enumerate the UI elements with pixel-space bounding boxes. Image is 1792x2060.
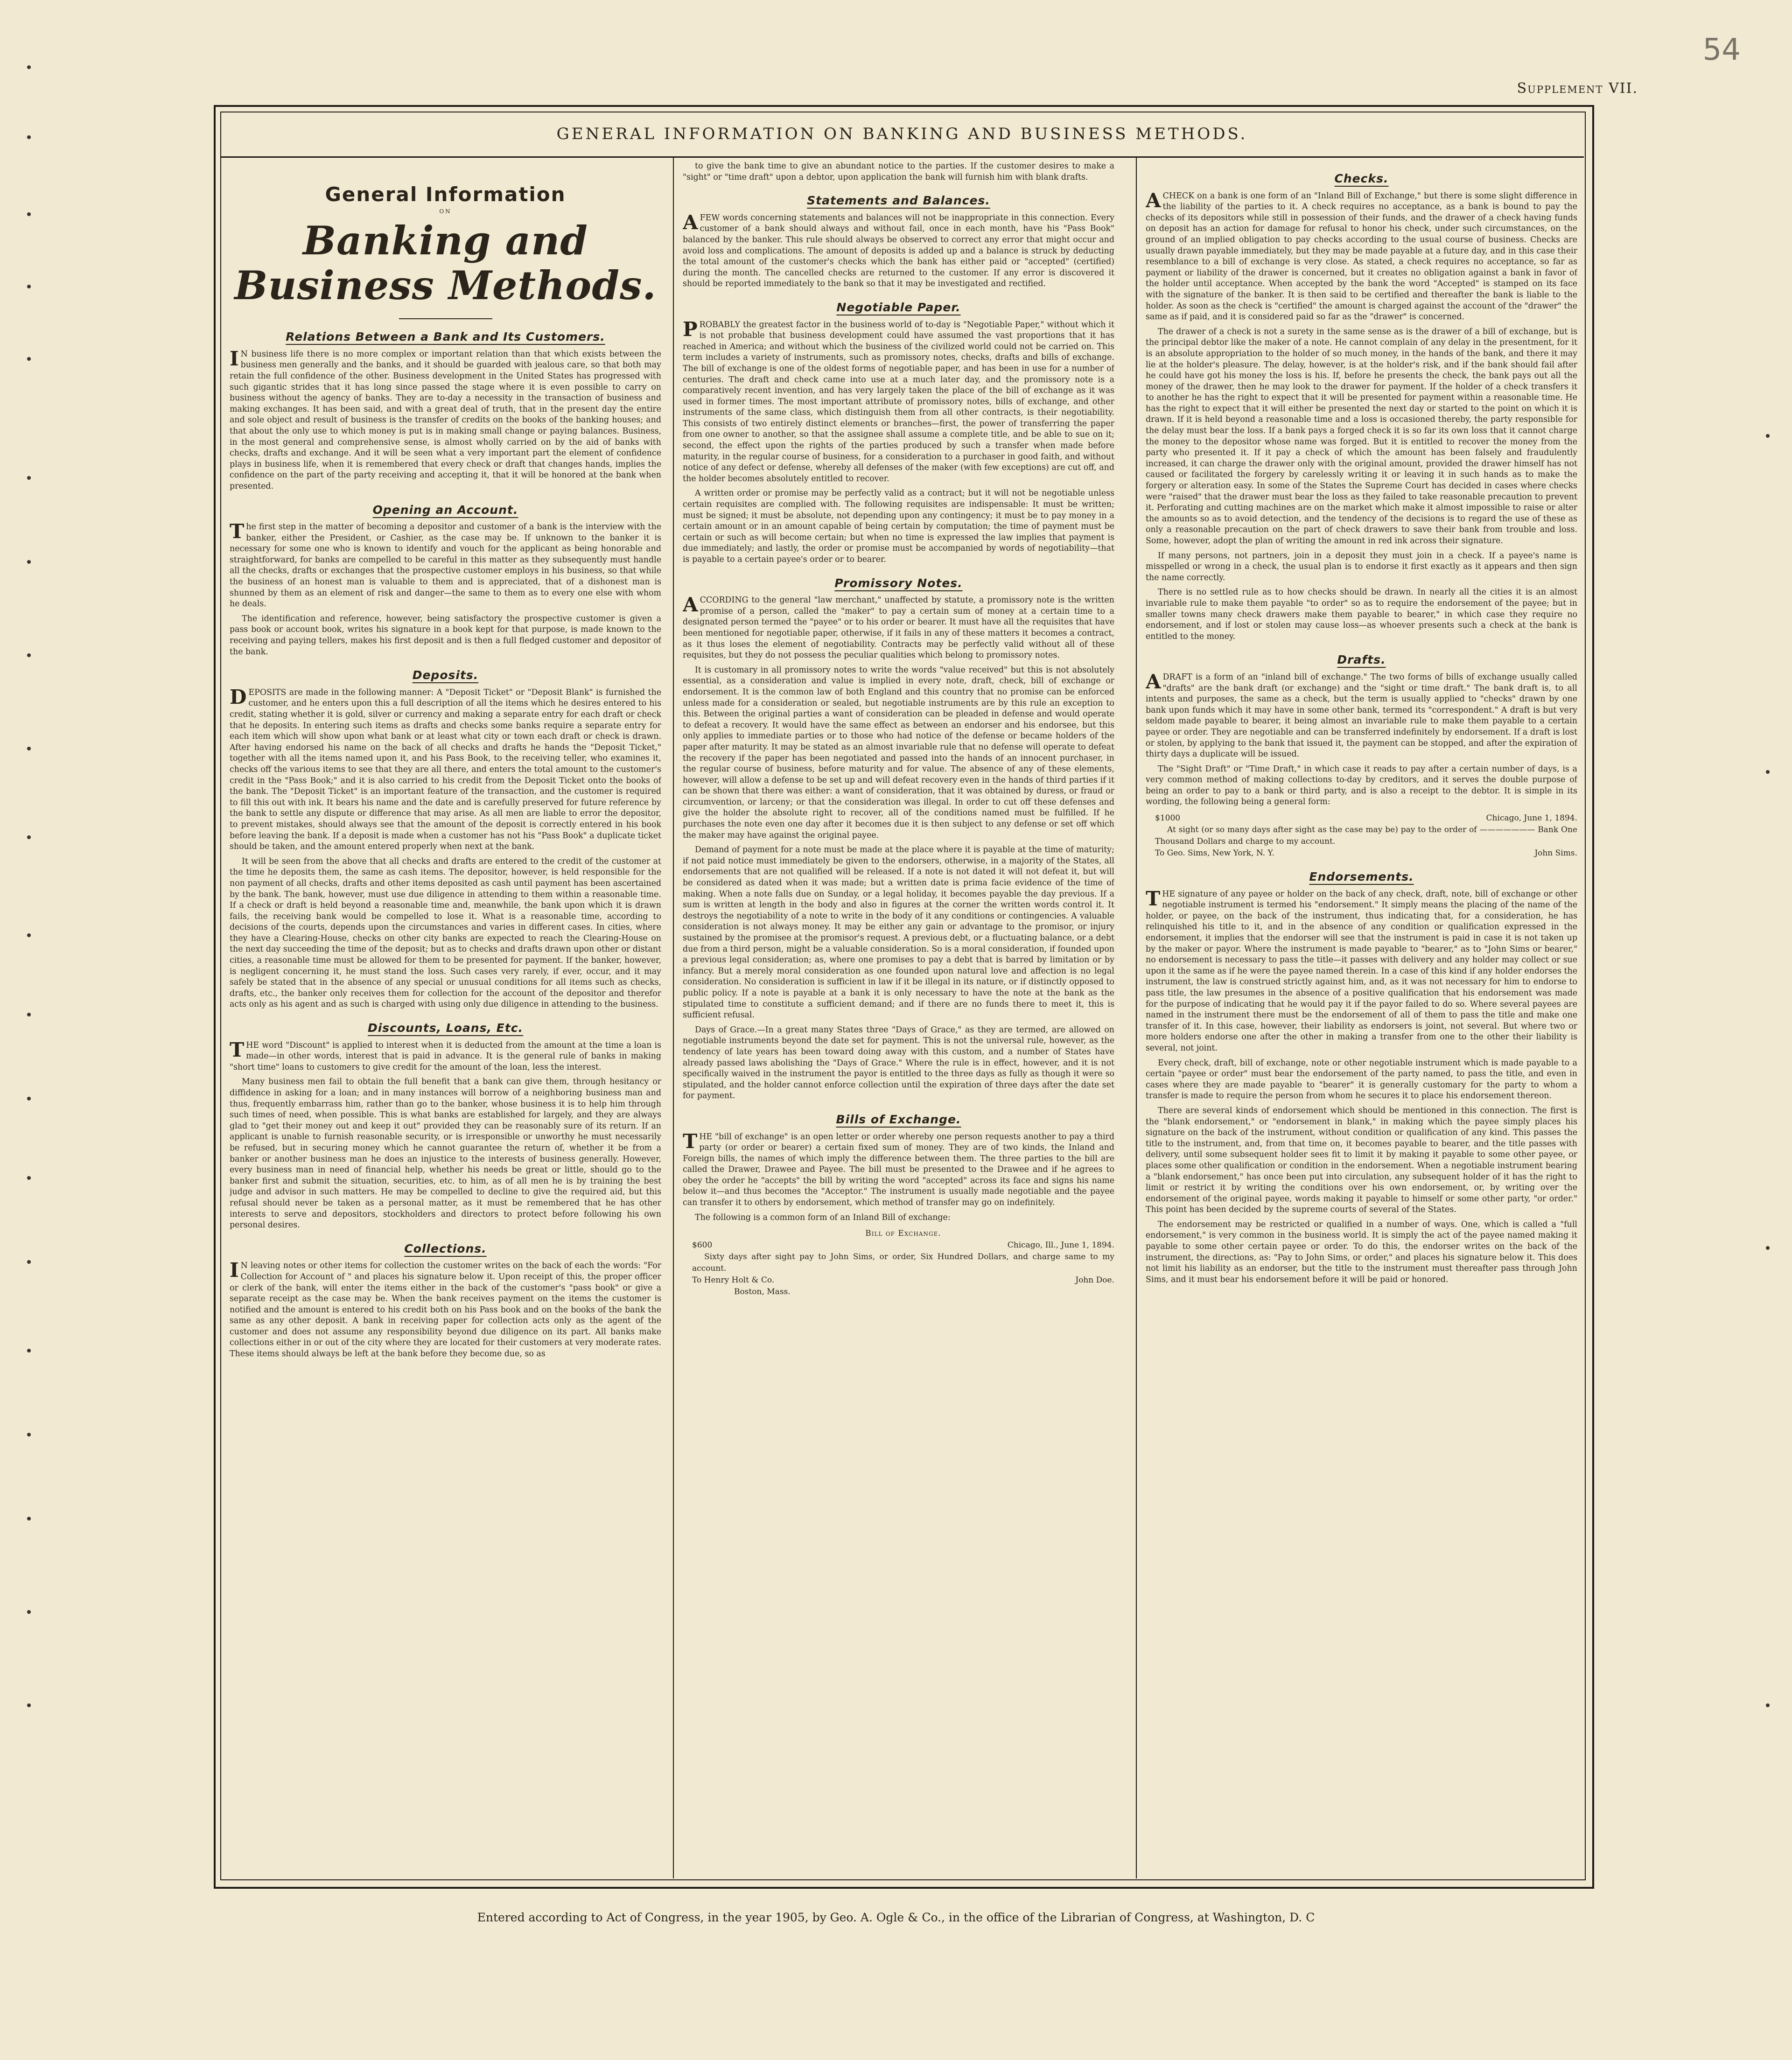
section-heading: Opening an Account. (372, 503, 518, 517)
section-heading: Discounts, Loans, Etc. (367, 1021, 524, 1035)
paragraph: The "Sight Draft" or "Time Draft," in which case it reads to pay after a certain number of days, is a very common method of making collections to-day by creditors, and it serves the double purpose of being an order to pay to a bank or third party, and is also a receipt to the debtor. It is simple in its wording, the following being a general form: (1146, 764, 1577, 807)
draft-to-line: To Geo. Sims, New York, N. Y. (1155, 848, 1274, 858)
paragraph: The identification and reference, however, being satisfactory the prospective customer is given a pass book or account book, writes his signature in a book kept for that purpose, is made known to the receiving and paying tellers, makes his first deposit and is then a full fledged customer and depositor of the bank. (230, 614, 661, 657)
paragraph: IN business life there is no more complex or important relation than that which exists between the business men generally and the banks, and it should be guarded with jealous care, so that both may retain the full confidence of the other. Business development in the United States has progressed with such gigantic strides that it has long since passed the stage where it is even possible to carry on business without the agency of banks. They are to-day a necessity in the transaction of business and making exchanges. It has been said, and with a great deal of truth, that in the present day the entire and sole object and result of business is the transfer of credits on the books of the banking houses; and that about the only use to which money is put is in making small change or paying balances. Business, in the most general and comprehensive sense, is almost wholly carried on by the aid of banks with checks, drafts and exchange. And it will be seen what a very important part the element of confidence plays in business life, when it is remembered that every check or draft that changes hands, implies the confidence on the part of the party receiving and accepting it, that it will be honored at the bank when presented. (230, 347, 661, 491)
paragraph: ADRAFT is a form of an "inland bill of exchange." The two forms of bills of exchange usually called "drafts" are the bank draft (or exchange) and the "sight or time draft." The bank draft is, to all intents and purposes, the same as a check, but the term is usually applied to "checks" drawn by one bank upon funds which it may have in some other bank, termed its "correspondent." A draft is but very seldom made payable to bearer, it being almost an invariable rule to make them payable to a certain payee or order. They are negotiable and can be transferred indefinitely by endorsement. If a draft is lost or stolen, by applying to the bank that issued it, the payment can be stopped, and after the expiration of thirty days a duplicate will be issued. (1146, 670, 1577, 759)
main-title (230, 183, 661, 309)
paragraph: Every check, draft, bill of exchange, note or other negotiable instrument which is made payable to a certain "payee or order" must bear the endorsement of the party named, to pass the title, and even in cases where they are made payable to "bearer" it is generally customary for the party to whom a transfer is made to require the person from whom he secures it to place his endorsement thereon. (1146, 1058, 1577, 1101)
column-1 (230, 161, 661, 1871)
form-place-date: Chicago, Ill., June 1, 1894. (1007, 1240, 1114, 1250)
column-divider (673, 156, 674, 1878)
draft-signer: John Sims. (1534, 848, 1577, 858)
form-signer: John Doe. (1075, 1275, 1114, 1285)
draft-place-date: Chicago, June 1, 1894. (1486, 813, 1577, 823)
paragraph: There are several kinds of endorsement which should be mentioned in this connection. The first is the "blank endorsement," or "endorsement in blank," in making which the payee simply places his signature on the back of the instrument, without condition or qualification of any kind. This passes the title to the instrument, and, from that time on, it becomes payable to bearer, and the title passes with delivery, until some subsequent holder sees fit to limit it by making it payable to some other payee, or places some other qualification or condition in the endorsement. When a negotiable instrument bearing a "blank endorsement," has once been put into circulation, any subsequent holder of it has the right to limit or restrict it by writing the conditions over his own endorsement, or, by writing over the endorsement of the original payee, words making it payable to himself or some other party, "or order." This point has been decided by the supreme courts of several of the States. (1146, 1106, 1577, 1215)
form-body: Sixty days after sight pay to John Sims, or order, Six Hundred Dollars, and charge same to my account. (692, 1252, 1114, 1274)
paragraph: If many persons, not partners, join in a deposit they must join in a check. If a payee's name is misspelled or wrong in a check, the usual plan is to endorse it first exactly as it appears and then sign the name correctly. (1146, 551, 1577, 582)
paragraph: It is customary in all promissory notes to write the words "value received" but this is not absolutely essential, as a consideration and value is implied in every note, draft, check, bill of exchange or endorsement. It is the common law of both England and this country that no promise can be enforced unless made for a consideration or sealed, but negotiable instruments are by this rule an exception to this. Between the original parties a want of consideration can be pleaded in defense and would operate to defeat a recovery. It would have the same effect as between an endorser and his endorsee, but this only applies to immediate parties or to those who had notice of the defense or became holders of the paper after maturity. It may be stated as an almost invariable rule that no defense will operate to defeat the recovery if the paper has been negotiated and passed into the hands of an innocent purchaser, in the regular course of business, before maturity and for value. The absence of any of these elements, however, will allow a defense to be set up and will defeat recovery even in the hands of third parties if it can be shown that there was either: a want of consideration, that it was obtained by duress, or fraud or circumvention, or larceny; or that the consideration was illegal. In order to cut off these defenses and give the holder the absolute right to recover, all of the conditions named must be fulfilled. If he purchases the note even one day after it becomes due it is then subject to any defense or set off which the maker may have against the original payee. (683, 665, 1114, 840)
column-2 (683, 161, 1114, 1871)
form-amount: $600 (692, 1240, 713, 1250)
section-heading: Negotiable Paper. (836, 300, 961, 314)
section-heading: Drafts. (1337, 653, 1386, 667)
section-heading: Bills of Exchange. (836, 1112, 961, 1126)
section-heading: Promissory Notes. (834, 576, 963, 590)
paragraph: A written order or promise may be perfectly valid as a contract; but it will not be negotiable unless certain requisites are complied with. The following requisites are indispensable: It must be written; must be signed; it must be absolute, not depending upon any contingency; it must be to pay money in a certain amount or in an amount capable of being certain by computation; the time of payment must be certain or such as will become certain; but when no time is expressed the law implies that payment is due immediately; and lastly, the order or promise must be accompanied by words of negotiability—that is payable to a certain payee's order or to bearer. (683, 489, 1114, 564)
paragraph: to give the bank time to give an abundant notice to the parties. If the customer desires to make a "sight" or "time draft" upon a debtor, upon application the bank will furnish him with blank drafts. (683, 161, 1114, 182)
banner (220, 112, 1584, 158)
draft-amount: $1000 (1155, 813, 1181, 823)
section-heading: Statements and Balances. (807, 194, 990, 208)
section-heading: Collections. (404, 1241, 487, 1255)
column-divider (1136, 156, 1137, 1878)
form-heading: Bill of Exchange. (865, 1229, 941, 1239)
paragraph: There is no settled rule as to how checks should be drawn. In nearly all the cities it is an almost invariable rule to make them payable "to order" so as to require the endorsement of the payee; but in smaller towns many check drawers make them payable to bearer," in which case they require no endorsement, and if lost or stolen may cause loss—as whoever presents such a check at the bank is entitled to the money. (1146, 588, 1577, 641)
paragraph: The first step in the matter of becoming a depositor and customer of a bank is the interview with the banker, either the President, or Cashier, as the case may be. If unknown to the banker it is necessary for some one who is known to identify and vouch for the applicant as being honorable and straightforward, for banks are compelled to be careful in this matter as they subsequently must handle all the checks, drafts or exchanges that the prospective customer employs in his business, so that while the business of an honest man is valuable to them and is appreciated, that of a dishonest man is shunned by them as an element of risk and danger—the same to them as to every one else with whom he deals. (230, 520, 661, 609)
paragraph: AFEW words concerning statements and balances will not be inappropriate in this connection. Every customer of a bank should always and without fail, once in each month, have his "Pass Book" balanced by the banker. This rule should always be observed to correct any error that might occur and avoid loss and complications. The amount of deposits is added up and a balance is struck by deducting the total amount of the customer's checks which the bank has either paid or "accepted" (certified) during the month. The cancelled checks are returned to the customer. If any error is discovered it should be reported immediately to the bank so that it may be investigated and rectified. (683, 210, 1114, 289)
title-rule (399, 318, 492, 319)
form-city: Boston, Mass. (734, 1287, 791, 1297)
paragraph: The drawer of a check is not a surety in the same sense as is the drawer of a bill of exchange, but is the principal debtor like the maker of a note. He cannot complain of any delay in the presentment, for it is an absolute appropriation to the holder of so much money, in the hands of the bank, and there it may lie at the holder's pleasure. The delay, however, is at the holder's risk, and if the bank should fail after he could have got his money the loss is his. If, before he presents the check, the bank pays out all the money of the drawer, then he may look to the drawer for payment. If the holder of a check transfers it to another he has the right to expect that it will be presented for payment within a reasonable time. He has the right to expect that it will either be presented the next day or started to the point on which it is drawn. If it is held beyond a reasonable time and a loss is occasioned thereby, the party responsible for the delay must bear the loss. If a bank pays a forged check it is so far its own loss that it cannot charge the money to the depositor whose name was forged. But it is entitled to recover the money from the party who presented it. If it pay a check of which the amount has been falsely and fraudulently increased, it can charge the drawer only with the original amount, provided the drawer himself has not caused or facilitated the forgery by carelessly writing it or leaving it in such hands as to make the forgery or alteration easy. In some of the States the Supreme Court has decided in cases where checks were "raised" that the drawer must bear the loss as they failed to take reasonable precaution to prevent it. Perforating and cutting machines are on the market which make it almost impossible to raise or alter the amounts so as to avoid detection, and the tendency of the decisions is to regard the use of these as only a reasonable precaution on the part of check drawers to save their bank from trouble and loss. Some, however, adopt the plan of writing the amount in red ink across their signature. (1146, 327, 1577, 546)
form-to-line: To Henry Holt & Co. (692, 1275, 775, 1285)
paragraph: DEPOSITS are made in the following manner: A "Deposit Ticket" or "Deposit Blank" is furnished the customer, and he enters upon this a full description of all the items which he desires entered to his credit, stating whether it is gold, silver or currency and making a separate entry for each draft or check that he deposits. In entering such items as drafts and checks some banks require a separate entry for each item which will show upon what bank or at least what city or town each draft or check is drawn. After having endorsed his name on the back of all checks and drafts he hands the "Deposit Ticket," together with all the items named upon it, and his Pass Book, to the receiving teller, who examines it, checks off the various items to see that they are all there, and enters the total amount to the customer's credit in the "Pass Book;" and it is also carried to his credit from the Deposit Ticket onto the books of the bank. The "Deposit Ticket" is an important feature of the transaction, and the customer is required to fill this out with ink. It bears his name and the date and is carefully preserved for future reference by the bank to settle any dispute or difference that may arise. As all men are liable to error the depositor, to prevent mistakes, should always see that the amount of the deposit is correctly entered in his book before leaving the bank. If a deposit is made when a customer has not his "Pass Book" a duplicate ticket should be taken, and the amount entered properly when next at the bank. (230, 685, 661, 852)
paragraph: The endorsement may be restricted or qualified in a number of ways. One, which is called a "full endorsement," is very common in the business world. It is simply the act of the payee named making it payable to some other certain payee or order. To do this, the endorser writes on the back of the instrument, the directions, as: "Pay to John Sims, or order," and places his signature below it. This does not limit his liability as an endorser, but the title to the instrument must thereafter pass through John Sims, and it must bear his endorsement before it will be paid or honored. (1146, 1219, 1577, 1284)
draft-body: At sight (or so many days after sight as the case may be) pay to the order of ——————— Bank One Thousand Dollars and charge to my account. (1155, 825, 1577, 847)
banner-title: GENERAL INFORMATION ON BANKING AND BUSINESS METHODS. (556, 125, 1248, 143)
section-heading: Checks. (1334, 172, 1389, 185)
title-line-2: on (439, 206, 452, 216)
section-heading: Deposits. (412, 668, 479, 682)
supplement-label: Supplement VII. (1517, 80, 1638, 97)
paragraph: THE signature of any payee or holder on the back of any check, draft, note, bill of exchange or other negotiable instrument is termed his "endorsement." It simply means the placing of the name of the holder, or payee, on the back of the instrument, thus indicating that, for a consideration, he has relinquished his title to it, and in the absence of any condition or qualification expressed in the endorsement, it implies that the endorser will see that the instrument is paid in case it is not taken up by the maker or payor. Where the instrument is made payable to "bearer," as to "John Sims or bearer," no endorsement is necessary to pass the title—it passes with delivery and any holder may collect or sue upon it the same as if he were the payee named therein. In a case of this kind if any holder endorses the instrument, the law is construed strictly against him, and, as it was not necessary for him to endorse to pass title, the law presumes in the absence of a positive qualification that his endorsement was made for the purpose of indicating that he would pay it if the payor failed to do so. Where several payees are named in the instrument there must be the endorsement of all of them to pass the title and make one transfer of it. In this case, however, their liability as endorsers is joint, not several. But where two or more holders endorse one after the other in making a transfer from one to the other their liability is several, not joint. (1146, 887, 1577, 1053)
paragraph: The following is a common form of an Inland Bill of exchange: (695, 1212, 951, 1222)
copyright-footer: Entered according to Act of Congress, in the year 1905, by Geo. A. Ogle & Co., in the office of the Librarian of Congress, at Washington, D. C (477, 1911, 1315, 1924)
paragraph: IN leaving notes or other items for collection the customer writes on the back of each the words: "For Collection for Account of " and places his signature below it. Upon receipt of this, the proper officer or clerk of the bank, will enter the items either in the back of the customer's "pass book" or give a separate receipt as the case may be. When the bank receives payment on the items the customer is notified and the amount is entered to his credit both on his Pass book and on the books of the bank the same as any other deposit. A bank in receiving paper for collection acts only as the agent of the customer and does not assume any responsibility beyond due diligence on its part. All banks make collections either in or out of the city where they are located for their customers at very moderate rates. These items should always be left at the bank before they become due, so as (230, 1259, 661, 1359)
paragraph: ACCORDING to the general "law merchant," unaffected by statute, a promissory note is the written promise of a person, called the "maker" to pay a certain sum of money at a certain time to a designated person termed the "payee" or to his order or bearer. It must have all the requisites that have been mentioned for negotiable paper, otherwise, if it fails in any of these matters it becomes a contract, as it thus loses the element of negotiability. Contracts may be perfectly valid without all of these requisites, but they do not possess the peculiar qualities which belong to promissory notes. (683, 593, 1114, 660)
column-3 (1146, 161, 1577, 1871)
bill-of-exchange-form (692, 1228, 1114, 1298)
section-heading: Relations Between a Bank and Its Customers. (286, 330, 605, 344)
paragraph: THE word "Discount" is applied to interest when it is deducted from the amount at the time a loan is made—in other words, interest that is paid in advance. It is the general rule of banks in making "short time" loans to customers to give credit for the amount of the loan, less the interest. (230, 1038, 661, 1072)
paragraph: Many business men fail to obtain the full benefit that a bank can give them, through hesitancy or diffidence in asking for a loan; and in many instances will borrow of a neighboring business man and thus, frequently embarrass him, rather than go to the banker, whose business it is to help him through such times of need, when possible. This is what banks are established for largely, and they are always glad to "get their money out and keep it out" provided they can be reasonably sure of its return. If an applicant is unable to furnish reasonable security, or is irresponsible or unworthy he must necessarily be refused, but in securing money which he cannot guarantee the return of, whether it be from a banker or another business man he does an injustice to the interests of business generally. However, every business man in need of financial help, whether his needs be great or little, should go to the banker first and submit the situation, securities, etc. to him, as of all men he is by training the best judge and advisor in such matters. He may be compelled to decline to give the required aid, but this refusal should never be taken as a personal matter, as it must be remembered that he has other interests to serve and depositors, stockholders and directors to protect before following his own personal desires. (230, 1077, 661, 1230)
title-line-1: General Information (325, 183, 566, 206)
title-line-3: Banking and Business Methods. (234, 217, 657, 309)
section-heading: Endorsements. (1309, 870, 1414, 884)
paragraph: ACHECK on a bank is one form of an "Inland Bill of Exchange," but there is some slight difference in the liability of the parties to it. A check requires no acceptance, as a bank is bound to pay the checks of its depositors while still in possession of their funds, and the drawer of a check having funds on deposit has an action for damage for refusal to honor his check, under such circumstances, on the ground of an implied obligation to pay checks according to the usual course of business. Checks are usually drawn payable immediately, but they may be made payable at a future day, and in this case their resemblance to a bill of exchange is very close. As stated, a check requires no acceptance, so far as payment or liability of the drawer is concerned, but it creates no obligation against a bank in favor of the holder until acceptance. When accepted by the bank the word "Accepted" is stamped on its face with the signature of the banker. It is then said to be certified and thereafter the bank is liable to the holder. As soon as the check is "certified" the amount is charged against the account of the "drawer" the same as if paid, and it is considered paid so far as the "drawer" is concerned. (1146, 189, 1577, 322)
paragraph: Demand of payment for a note must be made at the place where it is payable at the time of maturity; if not paid notice must immediately be given to the endorsers, otherwise, in a majority of the States, all endorsements that are not qualified will be released. If a note is not dated it will not defeat it, but will be considered as dated when it was made; but a written date is prima facie evidence of the time of making. When a note falls due on Sunday, or a legal holiday, it becomes payable the day previous. If a sum is written at length in the body and also in figures at the corner the written words control it. It destroys the negotiability of a note to write in the body of it any conditions or contingencies. A valuable consideration is not always money. It may be either any gain or advantage to the promisor, or injury sustained by the promisee at the promisor's request. A previous debt, or a fluctuating balance, or a debt due from a third person, might be a valuable consideration. So is a moral consideration, if founded upon a previous legal consideration; as, where one promises to pay a debt that is barred by limitation or by infancy. But a merely moral consideration as one founded upon natural love and affection is no legal consideration. No consideration is sufficient in law if it be illegal in its nature, or if distinctly opposed to public policy. If a note is payable at a bank it is only necessary to have the note at the bank as the stipulated time to constitute a sufficient demand; and if there are no funds there to meet it, this is sufficient refusal. (683, 845, 1114, 1020)
draft-form (1155, 813, 1577, 859)
paragraph: PROBABLY the greatest factor in the business world of to-day is "Negotiable Paper," without which it is not probable that business development could have assumed the vast proportions that it has reached in America; and without which the business of the civilized world could not be carried on. This term includes a variety of instruments, such as promissory notes, checks, drafts and bills of exchange. The bill of exchange is one of the oldest forms of negotiable paper, and has been in use for a number of centuries. The draft and check came into use at a much later day, and the promissory note is a comparatively recent invention, and has very largely taken the place of the bill of exchange as it was used in former times. The most important attribute of promissory notes, bills of exchange, and other instruments of the same class, which distinguish them from all other contracts, is their negotiability. This consists of two entirely distinct elements or branches—first, the power of transferring the paper from one owner to another, so that the assignee shall assume a complete title, and be able to sue on it; second, the effect upon the rights of the parties produced by such a transfer when made before maturity, in the regular course of business, for a consideration to a purchaser in good faith, and without notice of any defect or defense, whereby all defenses of the maker (with few exceptions) are cut off, and the holder becomes absolutely entitled to recover. (683, 317, 1114, 483)
paragraph: Days of Grace.—In a great many States three "Days of Grace," as they are termed, are allowed on negotiable instruments beyond the date set for payment. This is not the universal rule, however, as the tendency of late years has been toward doing away with this custom, and a number of States have already passed laws abolishing the "Days of Grace." Where the rule is in effect, however, and it is not specifically waived in the instrument the payor is entitled to the three days as fully as though it were so stipulated, and the holder cannot enforce collection until the expiration of three days after the date set for payment. (683, 1025, 1114, 1101)
page-number: 54 (1702, 33, 1741, 67)
paragraph: THE "bill of exchange" is an open letter or order whereby one person requests another to pay a third party (or order or bearer) a certain fixed sum of money. They are of two kinds, the Inland and Foreign bills, the names of which imply the difference between them. The three parties to the bill are called the Drawer, Drawee and Payee. The bill must be presented to the Drawee and if he agrees to obey the order he "accepts" the bill by writing the word "accepted" across its face and signs his name below it—and thus becomes the "Acceptor." The instrument is usually made negotiable and the payee can transfer it to others by endorsement, which method of transfer may go on indefinitely. (683, 1129, 1114, 1208)
paragraph: It will be seen from the above that all checks and drafts are entered to the credit of the customer at the time he deposits them, the same as cash items. The depositor, however, is held responsible for the non payment of all checks, drafts and other items deposited as cash until payment has been ascertained by the bank. The bank, however, must use due diligence in attending to them within a reasonable time. If a check or draft is held beyond a reasonable time and, meanwhile, the bank upon which it is drawn fails, the receiving bank would be compelled to lose it. What is a reasonable time, according to decisions of the courts, depends upon the circumstances and varies in different cases. In cities, where they have a Clearing-House, checks on other city banks are expected to reach the Clearing-House on the next day succeeding the time of the deposit; but as to checks and drafts drawn upon other or distant cities, a reasonable time must be allowed for them to be presented for payment. If the banker, however, is negligent concerning it, he must stand the loss. Such cases very rarely, if ever, occur, and it may safely be stated that in the absence of any special or unusual conditions for all items such as checks, drafts, etc., the banker only receives them for collection for the account of the depositor and therefor acts only as his agent and as such is charged with using only due diligence in attending to the business. (230, 856, 661, 1009)
